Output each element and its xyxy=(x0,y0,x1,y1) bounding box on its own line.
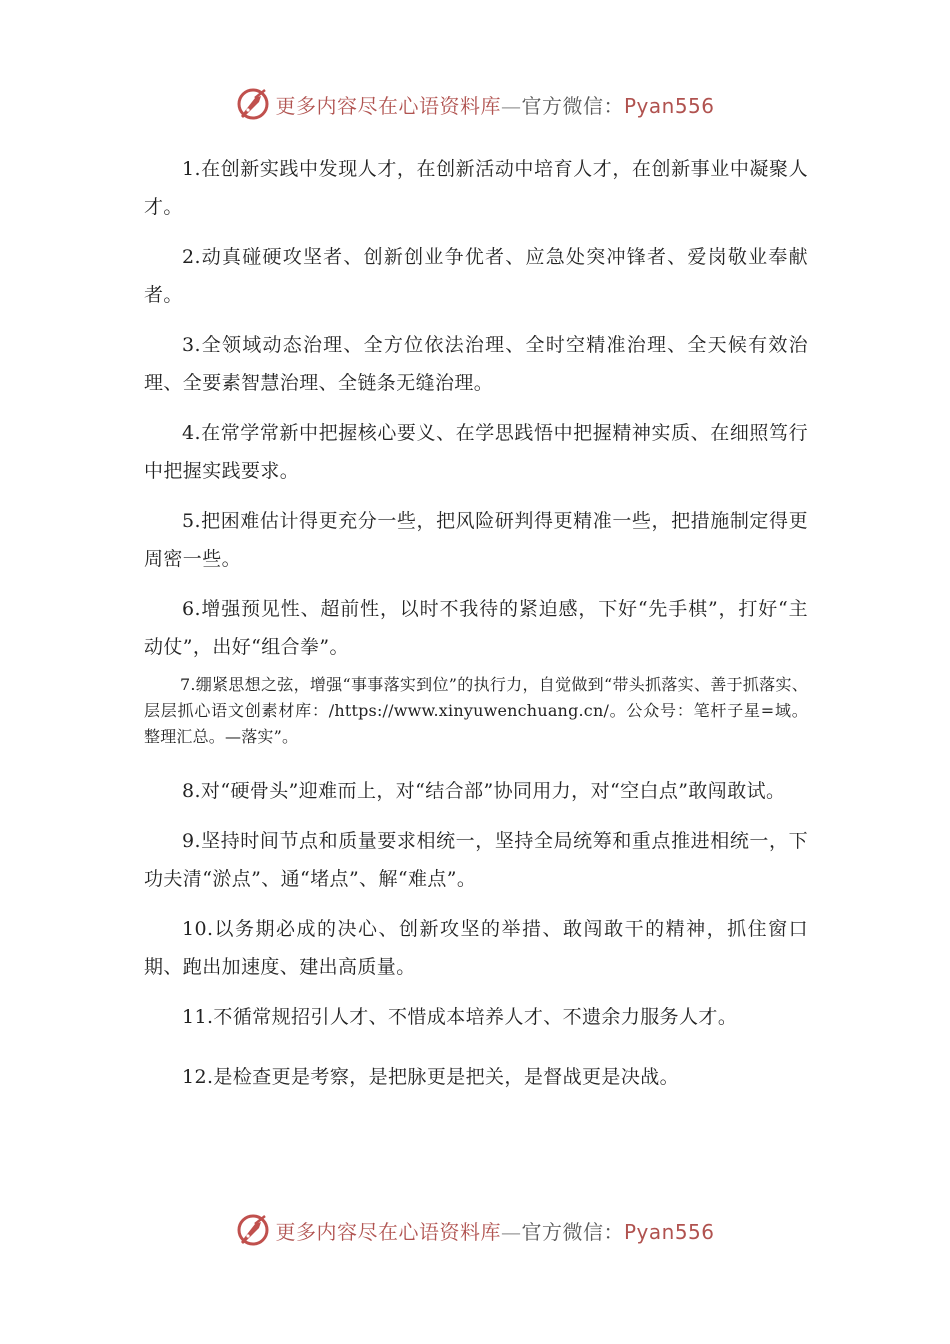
header-wechat-label: 官方微信： xyxy=(521,93,624,118)
footer-dash: — xyxy=(500,1219,522,1244)
list-item: 10.以务期必成的决心、创新攻坚的举措、敢闯敢干的精神，抓住窗口期、跑出加速度、建出高质量。 xyxy=(144,918,808,978)
header-brand-text xyxy=(275,90,714,119)
header-banner xyxy=(0,82,950,126)
list-item: 3.全领域动态治理、全方位依法治理、全时空精准治理、全天候有效治理、全要素智慧治理、全链条无缝治理。 xyxy=(144,334,808,394)
list-item: 5.把困难估计得更充分一些，把风险研判得更精准一些，把措施制定得更周密一些。 xyxy=(144,510,808,570)
footer-banner xyxy=(0,1208,950,1252)
pen-nib-logo-icon xyxy=(235,1212,271,1248)
footer-brand-name: 更多内容尽在心语资料库 xyxy=(275,1219,501,1244)
header-dash: — xyxy=(500,93,522,118)
list-item-watermarked: 7.绷紧思想之弦，增强“事事落实到位”的执行力，自觉做到“带头抓落实、善于抓落实、层层抓心语文创素材库：/https://www.xinyuwenchuang.cn/。公众号：笔杆子星=域。整理汇总。—落实”。 xyxy=(144,675,808,746)
list-item: 12.是检查更是考察，是把脉更是把关，是督战更是决战。 xyxy=(182,1066,680,1088)
list-item: 9.坚持时间节点和质量要求相统一，坚持全局统筹和重点推进相统一，下功夫清“淤点”、通“堵点”、解“难点”。 xyxy=(144,830,808,890)
pen-nib-logo-icon xyxy=(235,86,271,122)
header-wechat-id: Pyan556 xyxy=(623,93,715,118)
list-item: 11.不循常规招引人才、不惜成本培养人才、不遗余力服务人才。 xyxy=(182,1006,738,1028)
list-item: 4.在常学常新中把握核心要义、在学思践悟中把握精神实质、在细照笃行中把握实践要求。 xyxy=(144,422,808,482)
list-item: 6.增强预见性、超前性，以时不我待的紧迫感，下好“先手棋”，打好“主动仗”，出好“组合拳”。 xyxy=(144,598,808,658)
footer-brand-text xyxy=(275,1216,714,1245)
footer-wechat-id: Pyan556 xyxy=(623,1219,715,1244)
header-brand-name: 更多内容尽在心语资料库 xyxy=(275,93,501,118)
document-body xyxy=(144,150,808,1108)
list-item: 1.在创新实践中发现人才，在创新活动中培育人才，在创新事业中凝聚人才。 xyxy=(144,158,808,218)
list-item: 2.动真碰硬攻坚者、创新创业争优者、应急处突冲锋者、爱岗敬业奉献者。 xyxy=(144,246,808,306)
list-item: 8.对“硬骨头”迎难而上，对“结合部”协同用力，对“空白点”敢闯敢试。 xyxy=(182,780,786,802)
footer-wechat-label: 官方微信： xyxy=(521,1219,624,1244)
